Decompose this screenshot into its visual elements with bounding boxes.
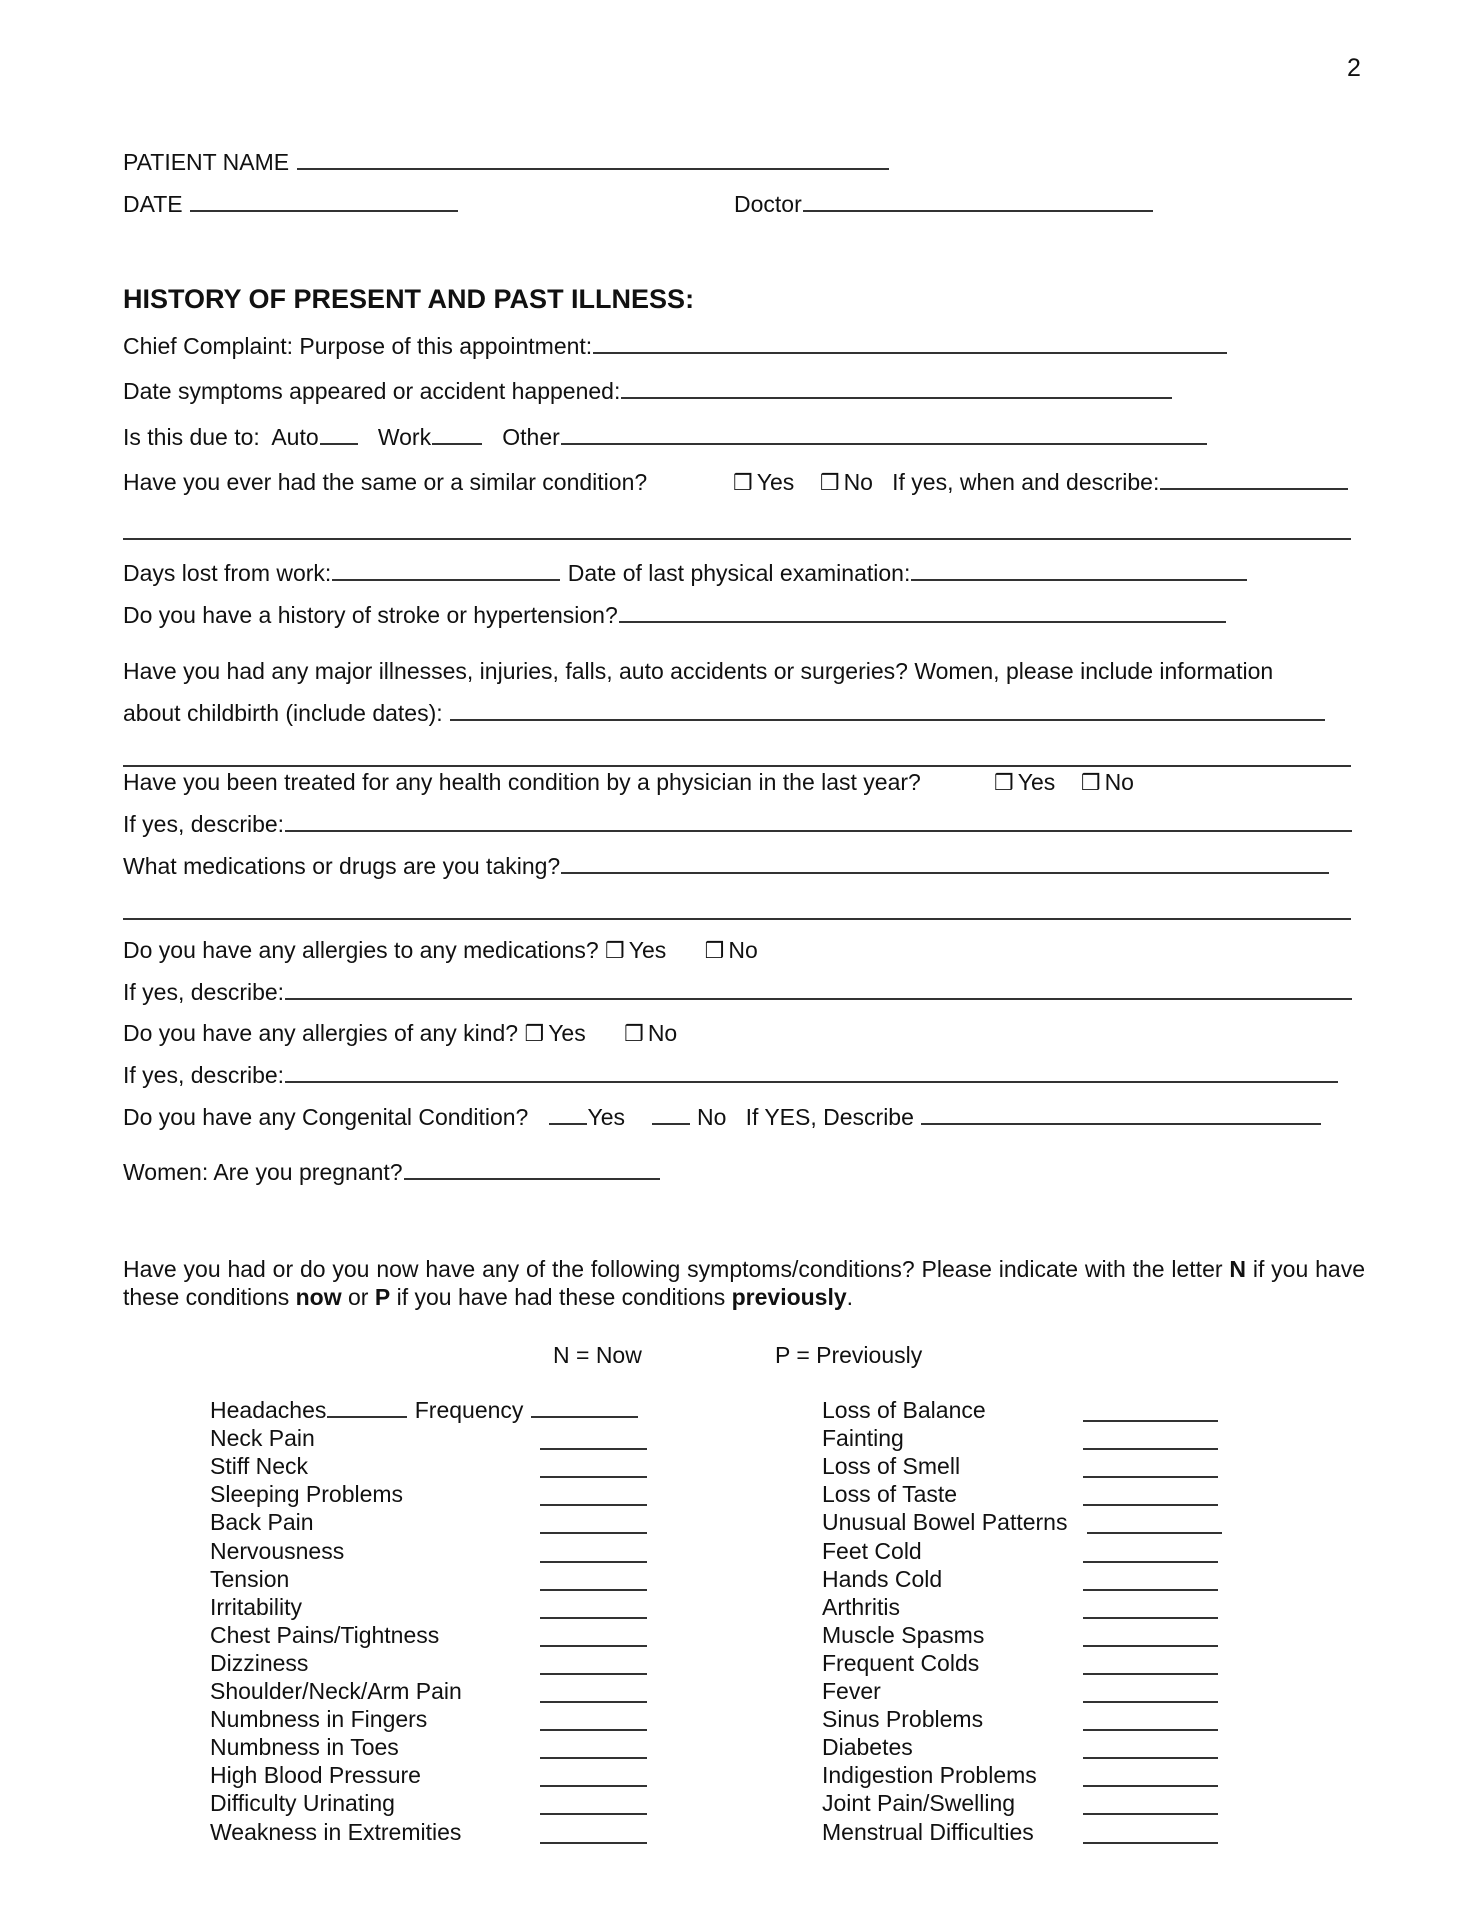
congenital-row <box>123 1103 1322 1131</box>
symptom-answer-field[interactable] <box>1083 1813 1218 1815</box>
symptom-row-right <box>822 1508 1067 1536</box>
section-title: HISTORY OF PRESENT AND PAST ILLNESS: <box>123 284 695 314</box>
med-allergies-no-checkbox[interactable]: ❒ <box>704 938 725 963</box>
symptom-answer-field[interactable] <box>540 1532 647 1534</box>
symptom-label: Stiff Neck <box>210 1453 308 1480</box>
symptom-answer-field[interactable] <box>540 1645 647 1647</box>
symptom-row-left <box>210 1761 421 1789</box>
stroke-history-row <box>123 601 1227 629</box>
due-to-other-label: Other <box>502 424 560 450</box>
symptom-row-right <box>822 1761 1037 1789</box>
major-illness-line1: Have you had any major illnesses, injuries, falls, auto accidents or surgeries? Women, please include information <box>123 658 1274 684</box>
symptom-label: Neck Pain <box>210 1425 315 1452</box>
symptom-answer-field[interactable] <box>540 1476 647 1478</box>
symptom-label: Menstrual Difficulties <box>822 1818 1034 1845</box>
symptom-answer-field[interactable] <box>1083 1420 1218 1422</box>
symptom-label: Weakness in Extremities <box>210 1818 462 1845</box>
symptom-row-right <box>822 1705 983 1733</box>
major-illness-field[interactable] <box>450 699 1325 721</box>
symptom-row-right <box>822 1733 913 1761</box>
similar-no-label: No <box>843 469 873 495</box>
frequency-field[interactable] <box>531 1396 638 1418</box>
medications-row <box>123 852 1330 880</box>
any-allergies-label: Do you have any allergies of any kind? <box>123 1020 519 1046</box>
symptom-answer-field[interactable] <box>1083 1589 1218 1591</box>
patient-name-field[interactable] <box>297 148 889 170</box>
symptom-row-left <box>210 1508 314 1536</box>
symptom-label: Hands Cold <box>822 1565 943 1592</box>
symptom-answer-field[interactable] <box>1087 1532 1222 1534</box>
medications-field[interactable] <box>561 852 1329 874</box>
symptom-row-right <box>822 1396 986 1424</box>
symptom-label: Loss of Smell <box>822 1453 961 1480</box>
symptom-row-right <box>822 1480 957 1508</box>
symptom-label: Dizziness <box>210 1649 309 1676</box>
treated-options <box>994 768 1134 797</box>
pregnant-row <box>123 1158 661 1186</box>
date-label: DATE <box>123 191 183 217</box>
pregnant-field[interactable] <box>404 1158 660 1180</box>
symptom-label: Sinus Problems <box>822 1706 984 1733</box>
symptom-row-left <box>210 1452 308 1480</box>
any-allergies-yes-label: Yes <box>548 1020 586 1046</box>
symptom-label: Numbness in Toes <box>210 1734 399 1761</box>
doctor-row <box>734 190 1154 218</box>
congenital-label: Do you have any Congenital Condition? <box>123 1104 529 1130</box>
symptom-row-right <box>822 1818 1034 1846</box>
symptom-label: Joint Pain/Swelling <box>822 1790 1016 1817</box>
symptom-label: Loss of Balance <box>822 1397 986 1423</box>
stroke-history-label: Do you have a history of stroke or hypertension? <box>123 602 618 628</box>
symptom-row-right <box>822 1537 922 1565</box>
symptom-answer-field[interactable] <box>540 1813 647 1815</box>
doctor-label: Doctor <box>734 191 802 217</box>
symptom-answer-field[interactable] <box>1083 1785 1218 1787</box>
symptom-answer-field[interactable] <box>1083 1504 1218 1506</box>
frequency-label: Frequency <box>414 1397 524 1423</box>
symptom-row-left <box>210 1593 302 1621</box>
days-lost-label: Days lost from work: <box>123 560 332 586</box>
due-to-work-field[interactable] <box>432 423 482 445</box>
similar-condition-row <box>123 468 647 496</box>
symptom-row-right <box>822 1621 984 1649</box>
due-to-row <box>123 423 1208 451</box>
symptom-row-left <box>210 1480 403 1508</box>
symptom-row-left <box>210 1649 308 1677</box>
symptom-label: Loss of Taste <box>822 1481 958 1508</box>
any-allergies-describe-row <box>123 1061 1339 1089</box>
chief-complaint-field[interactable] <box>593 332 1227 354</box>
intro-text-5: . <box>846 1284 854 1310</box>
med-allergies-no-label: No <box>728 937 758 963</box>
intro-p: P <box>374 1284 391 1310</box>
med-allergies-describe-label: If yes, describe: <box>123 979 285 1005</box>
symptom-row-left <box>210 1789 395 1817</box>
intro-text-3: or <box>341 1284 375 1310</box>
treated-row <box>123 768 921 796</box>
symptom-answer-field[interactable] <box>540 1561 647 1563</box>
symptom-label: Fainting <box>822 1425 904 1452</box>
symptom-label: High Blood Pressure <box>210 1762 421 1789</box>
symptom-answer-field[interactable] <box>1083 1561 1218 1563</box>
symptom-row-left <box>210 1537 344 1565</box>
symptom-label: Fever <box>822 1678 881 1704</box>
symptom-answer-field[interactable] <box>1083 1617 1218 1619</box>
symptom-row-left <box>210 1424 315 1452</box>
congenital-describe-label: If YES, Describe <box>745 1104 914 1130</box>
last-physical-field[interactable] <box>911 559 1247 581</box>
medications-line[interactable] <box>123 918 1351 920</box>
similar-if-yes-label: If yes, when and describe: <box>892 469 1160 495</box>
med-allergies-label: Do you have any allergies to any medications? <box>123 937 599 963</box>
page-number: 2 <box>1347 54 1361 82</box>
med-allergies-describe-row <box>123 978 1353 1006</box>
treated-describe-row <box>123 810 1353 838</box>
date-symptoms-label: Date symptoms appeared or accident happened: <box>123 378 621 404</box>
symptom-label: Feet Cold <box>822 1537 922 1564</box>
symptom-answer-field[interactable] <box>1083 1842 1218 1844</box>
symptom-answer-field[interactable] <box>540 1842 647 1844</box>
symptom-row-right <box>822 1649 979 1677</box>
similar-condition-label: Have you ever had the same or a similar condition? <box>123 469 648 495</box>
symptom-answer-field[interactable] <box>540 1729 647 1731</box>
pregnant-label: Women: Are you pregnant? <box>123 1159 403 1185</box>
any-allergies-describe-label: If yes, describe: <box>123 1062 285 1088</box>
symptom-answer-field[interactable] <box>540 1448 647 1450</box>
similar-yes-checkbox[interactable]: ❒ <box>733 470 753 495</box>
symptom-row-right <box>822 1677 881 1705</box>
any-allergies-describe-field[interactable] <box>285 1061 1338 1083</box>
days-lost-field[interactable] <box>332 559 560 581</box>
congenital-yes-field[interactable] <box>549 1103 587 1125</box>
symptom-row-left <box>210 1565 289 1593</box>
symptom-row-left <box>210 1677 462 1705</box>
any-allergies-no-checkbox[interactable]: ❒ <box>624 1021 644 1046</box>
due-to-auto-field[interactable] <box>320 423 358 445</box>
intro-text-2: if you have these conditions <box>123 1256 1365 1310</box>
symptom-label: Shoulder/Neck/Arm Pain <box>210 1678 462 1704</box>
medications-label: What medications or drugs are you taking? <box>123 853 561 879</box>
med-allergies-yes-checkbox[interactable]: ❒ <box>605 938 625 963</box>
symptom-answer-field[interactable] <box>1083 1729 1218 1731</box>
stroke-history-field[interactable] <box>619 601 1226 623</box>
symptom-row-right <box>822 1593 900 1621</box>
symptom-row-right <box>822 1789 1015 1817</box>
symptom-label: Tension <box>210 1565 290 1592</box>
symptom-answer-field[interactable] <box>540 1673 647 1675</box>
symptom-label: Chest Pains/Tightness <box>210 1621 440 1648</box>
chief-complaint-row <box>123 332 1228 360</box>
treated-no-checkbox[interactable]: ❒ <box>1080 770 1101 795</box>
major-illness-label2: about childbirth (include dates): <box>123 700 443 726</box>
doctor-field[interactable] <box>803 190 1153 212</box>
major-illness-row2 <box>123 699 1326 727</box>
congenital-describe-field[interactable] <box>921 1103 1321 1125</box>
patient-name-row <box>123 148 890 176</box>
symptom-answer-field[interactable] <box>1083 1757 1218 1759</box>
symptom-row-right <box>822 1452 960 1480</box>
symptom-answer-field[interactable] <box>1083 1701 1218 1703</box>
date-symptoms-field[interactable] <box>621 377 1172 399</box>
symptoms-intro <box>123 1255 1365 1311</box>
similar-condition-options <box>733 468 1349 497</box>
treated-no-label: No <box>1104 769 1134 795</box>
treated-label: Have you been treated for any health condition by a physician in the last year? <box>123 769 921 795</box>
symptom-row-left <box>210 1396 639 1424</box>
symptom-answer-field[interactable] <box>540 1701 647 1703</box>
intro-n: N <box>1229 1256 1246 1282</box>
symptom-row-left <box>210 1621 439 1649</box>
symptom-answer-field[interactable] <box>1083 1476 1218 1478</box>
similar-describe-field[interactable] <box>1160 468 1348 490</box>
due-to-work-label: Work <box>377 424 432 450</box>
symptom-row-right <box>822 1565 942 1593</box>
symptom-row-left <box>210 1705 427 1733</box>
intro-text-1: Have you had or do you now have any of the following symptoms/conditions? Please indicate with the letter <box>123 1256 1230 1282</box>
treated-yes-label: Yes <box>1017 769 1056 795</box>
symptom-label: Muscle Spasms <box>822 1621 985 1648</box>
days-lost-row <box>123 559 1248 587</box>
symptom-row-right <box>822 1424 904 1452</box>
congenital-yes-label: Yes <box>587 1104 626 1130</box>
med-allergies-row <box>123 936 758 965</box>
treated-yes-checkbox[interactable]: ❒ <box>994 770 1014 795</box>
headaches-field[interactable] <box>327 1396 407 1418</box>
symptom-label: Indigestion Problems <box>822 1762 1037 1789</box>
any-allergies-no-label: No <box>647 1020 678 1046</box>
treated-describe-label: If yes, describe: <box>123 811 285 837</box>
intro-now: now <box>295 1284 342 1310</box>
congenital-no-label: No <box>697 1104 727 1130</box>
intro-previously: previously <box>731 1284 847 1310</box>
symptom-row-left <box>210 1733 399 1761</box>
any-allergies-yes-checkbox[interactable]: ❒ <box>524 1021 545 1046</box>
symptom-answer-field[interactable] <box>540 1617 647 1619</box>
major-illness-line[interactable] <box>123 765 1351 767</box>
symptom-answer-field[interactable] <box>540 1757 647 1759</box>
similar-yes-label: Yes <box>756 469 795 495</box>
date-field[interactable] <box>190 190 458 212</box>
intro-text-4: if you have had these conditions <box>390 1284 732 1310</box>
treated-describe-field[interactable] <box>285 810 1352 832</box>
due-to-other-field[interactable] <box>561 423 1207 445</box>
med-allergies-yes-label: Yes <box>628 937 667 963</box>
due-to-auto-label: Auto <box>271 424 319 450</box>
symptom-label: Back Pain <box>210 1509 314 1536</box>
symptom-answer-field[interactable] <box>1083 1645 1218 1647</box>
med-allergies-describe-field[interactable] <box>285 978 1352 1000</box>
symptom-answer-field[interactable] <box>540 1589 647 1591</box>
symptom-answer-field[interactable] <box>540 1504 647 1506</box>
symptom-label: Frequent Colds <box>822 1649 980 1676</box>
chief-complaint-label: Chief Complaint: Purpose of this appointment: <box>123 333 593 359</box>
last-physical-label: Date of last physical examination: <box>567 560 911 586</box>
similar-describe-line[interactable] <box>123 538 1351 540</box>
symptom-row-left <box>210 1818 461 1846</box>
symptom-label: Difficulty Urinating <box>210 1790 395 1817</box>
similar-no-checkbox[interactable]: ❒ <box>819 470 840 495</box>
symptom-answer-field[interactable] <box>540 1785 647 1787</box>
symptom-label: Numbness in Fingers <box>210 1706 428 1733</box>
symptom-label: Headaches <box>210 1397 327 1423</box>
due-to-label: Is this due to: <box>123 424 260 450</box>
date-row <box>123 190 459 218</box>
symptom-label: Unusual Bowel Patterns <box>822 1509 1068 1536</box>
symptom-label: Sleeping Problems <box>210 1481 404 1508</box>
legend-now: N = Now <box>553 1342 642 1368</box>
any-allergies-row <box>123 1019 677 1048</box>
congenital-no-field[interactable] <box>652 1103 690 1125</box>
legend-previously: P = Previously <box>775 1342 923 1368</box>
symptom-label: Arthritis <box>822 1593 900 1620</box>
symptom-label: Diabetes <box>822 1734 913 1761</box>
symptom-label: Irritability <box>210 1593 303 1620</box>
symptom-label: Nervousness <box>210 1537 345 1564</box>
symptom-answer-field[interactable] <box>1083 1673 1218 1675</box>
patient-name-label: PATIENT NAME <box>123 149 290 175</box>
date-symptoms-row <box>123 377 1173 405</box>
symptom-answer-field[interactable] <box>1083 1448 1218 1450</box>
